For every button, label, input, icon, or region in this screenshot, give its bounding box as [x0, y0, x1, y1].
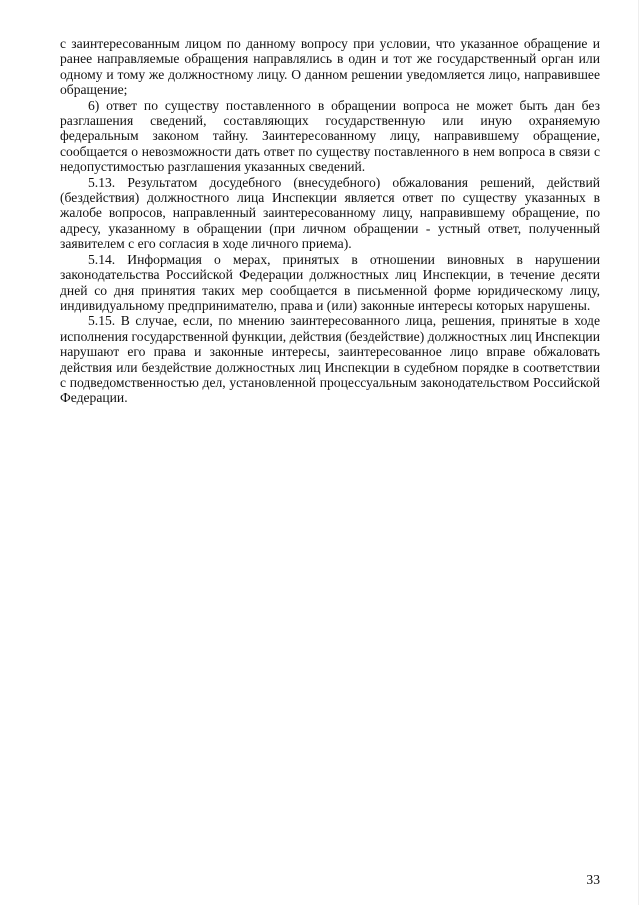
paragraph-5-13: 5.13. Результатом досудебного (внесудебного) обжалования решений, действий (бездействия) должностного лица Инспекции является ответ по существу указанных в жалобе вопросов, направленный заинтересованному лицу, направившему обращение, по адресу, указанному в обращении (при личном обращении - устный ответ, полученный заявителем с его согласия в ходе личного приема). — [60, 174, 600, 252]
paragraph-continuation: с заинтересованным лицом по данному вопросу при условии, что указанное обращение и ранее направляемые обращения направлялись в один и тот же государственный орган или одному и тому же должностному лицу. О данном решении уведомляется лицо, направившее обращение; — [60, 36, 600, 98]
paragraph-5-14: 5.14. Информация о мерах, принятых в отношении виновных в нарушении законодательства Российской Федерации должностных лиц Инспекции, в течение десяти дней со дня принятия таких мер сообщается в письменной форме юридическому лицу, индивидуальному предпринимателю, права и (или) законные интересы которых нарушены. — [60, 251, 600, 313]
page-number: 33 — [586, 872, 600, 887]
paragraph-5-15: 5.15. В случае, если, по мнению заинтересованного лица, решения, принятые в ходе исполнения государственной функции, действия (бездействие) должностных лиц Инспекции нарушают его права и законные интересы, заинтересованное лицо вправе обжаловать действия или бездействие должностных лиц Инспекции в судебном порядке в соответствии с подведомственностью дел, установленной процессуальным законодательством Российской Федерации. — [60, 313, 600, 406]
document-body — [60, 36, 600, 406]
paragraph-item-6: 6) ответ по существу поставленного в обращении вопроса не может быть дан без разглашения сведений, составляющих государственную или иную охраняемую федеральным законом тайну. Заинтересованному лицу, направившему обращение, сообщается о невозможности дать ответ по существу поставленного в нем вопроса в связи с недопустимостью разглашения указанных сведений. — [60, 97, 600, 175]
